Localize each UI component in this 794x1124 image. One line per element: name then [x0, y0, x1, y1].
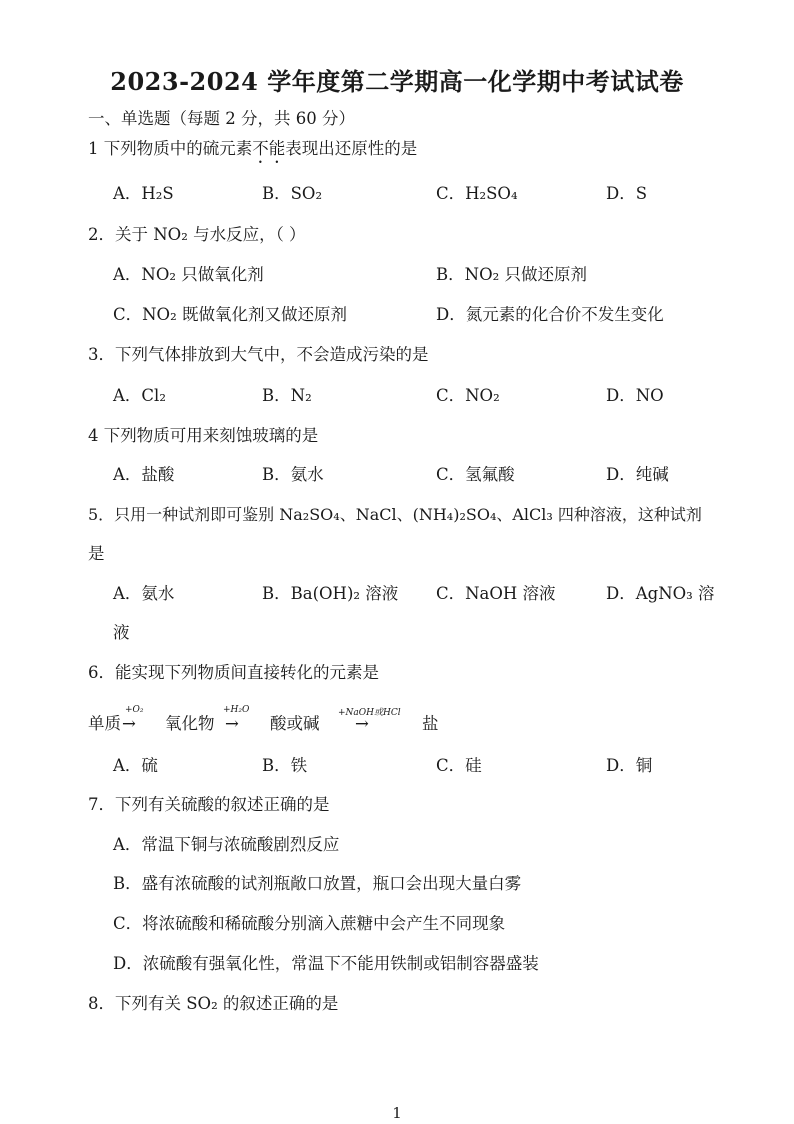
question-3-stem: 3．下列气体排放到大气中，不会造成污染的是 [88, 345, 429, 364]
question-4-stem: 4 下列物质可用来刻蚀玻璃的是 [88, 426, 319, 445]
question-6-stem: 6．能实现下列物质间直接转化的元素是 [88, 663, 379, 682]
question-1-emphasis: 不能 [252, 139, 286, 158]
question-4-option-a: A．盐酸 [113, 465, 175, 484]
chain-oxide: 氧化物 [165, 714, 215, 733]
section-heading: 一、单选题（每题 2 分，共 60 分） [88, 109, 355, 128]
question-7-option-d: D．浓硫酸有强氧化性，常温下不能用铁制或铝制容器盛装 [113, 954, 539, 973]
question-4-option-d: D．纯碱 [606, 465, 669, 484]
question-2-option-b: B．NO₂ 只做还原剂 [436, 265, 587, 284]
question-5-option-d-continued: 液 [113, 623, 130, 642]
question-7-option-a: A．常温下铜与浓硫酸剧烈反应 [113, 835, 340, 854]
question-5-stem-line-2: 是 [88, 544, 105, 563]
question-2-option-c: C．NO₂ 既做氧化剂又做还原剂 [113, 305, 347, 324]
question-8-stem: 8．下列有关 SO₂ 的叙述正确的是 [88, 994, 339, 1013]
question-3-option-c: C．NO₂ [436, 386, 500, 405]
page-number: 1 [392, 1104, 402, 1122]
chain-simple-substance: 单质 [88, 714, 121, 733]
chain-acid-or-base: 酸或碱 [270, 714, 320, 733]
question-4-option-b: B．氨水 [262, 465, 324, 484]
question-3-option-a: A．Cl₂ [113, 386, 166, 405]
exam-title: 2023-2024 学年度第二学期高一化学期中考试试卷 [110, 67, 684, 96]
chain-label-1: +O₂ [125, 705, 144, 715]
chain-arrow-3: → [355, 714, 369, 733]
question-1-stem-pre: 1 下列物质中的硫元素 [88, 139, 253, 158]
chain-arrow-1: → [122, 714, 136, 733]
question-5-option-a: A．氨水 [113, 584, 175, 603]
question-2-stem: 2．关于 NO₂ 与水反应，（ ） [88, 225, 306, 244]
question-1-option-d: D．S [606, 184, 648, 203]
question-5-option-d: D．AgNO₃ 溶 [606, 584, 715, 603]
question-3-option-b: B．N₂ [262, 386, 312, 405]
chain-label-3: +NaOH或HCl [338, 708, 401, 718]
question-2-option-a: A．NO₂ 只做氧化剂 [113, 265, 264, 284]
question-1-option-c: C．H₂SO₄ [436, 184, 518, 203]
question-5-stem-line-1: 5．只用一种试剂即可鉴别 Na₂SO₄、NaCl、(NH₄)₂SO₄、AlCl₃ 四种溶液，这种试剂 [88, 505, 702, 524]
question-6-option-a: A．硫 [113, 756, 158, 775]
question-2-option-d: D．氮元素的化合价不发生变化 [436, 305, 664, 324]
question-7-option-b: B．盛有浓硫酸的试剂瓶敞口放置，瓶口会出现大量白雾 [113, 874, 522, 893]
question-7-stem: 7．下列有关硫酸的叙述正确的是 [88, 795, 330, 814]
question-5-option-c: C．NaOH 溶液 [436, 584, 556, 603]
question-4-option-c: C．氢氟酸 [436, 465, 515, 484]
question-1-stem [88, 138, 417, 167]
chain-salt: 盐 [422, 714, 439, 733]
chain-arrow-2: → [225, 714, 239, 733]
question-6-option-c: C．硅 [436, 756, 482, 775]
question-7-option-c: C．将浓硫酸和稀硫酸分别滴入蔗糖中会产生不同现象 [113, 914, 506, 933]
question-6-option-d: D．铜 [606, 756, 653, 775]
question-1-stem-post: 表现出还原性的是 [285, 139, 418, 158]
question-1-option-a: A．H₂S [113, 184, 174, 203]
chain-label-2: +H₂O [223, 705, 250, 715]
question-1-option-b: B．SO₂ [262, 184, 323, 203]
question-6-option-b: B．铁 [262, 756, 308, 775]
question-5-option-b: B．Ba(OH)₂ 溶液 [262, 584, 399, 603]
question-3-option-d: D．NO [606, 386, 664, 405]
